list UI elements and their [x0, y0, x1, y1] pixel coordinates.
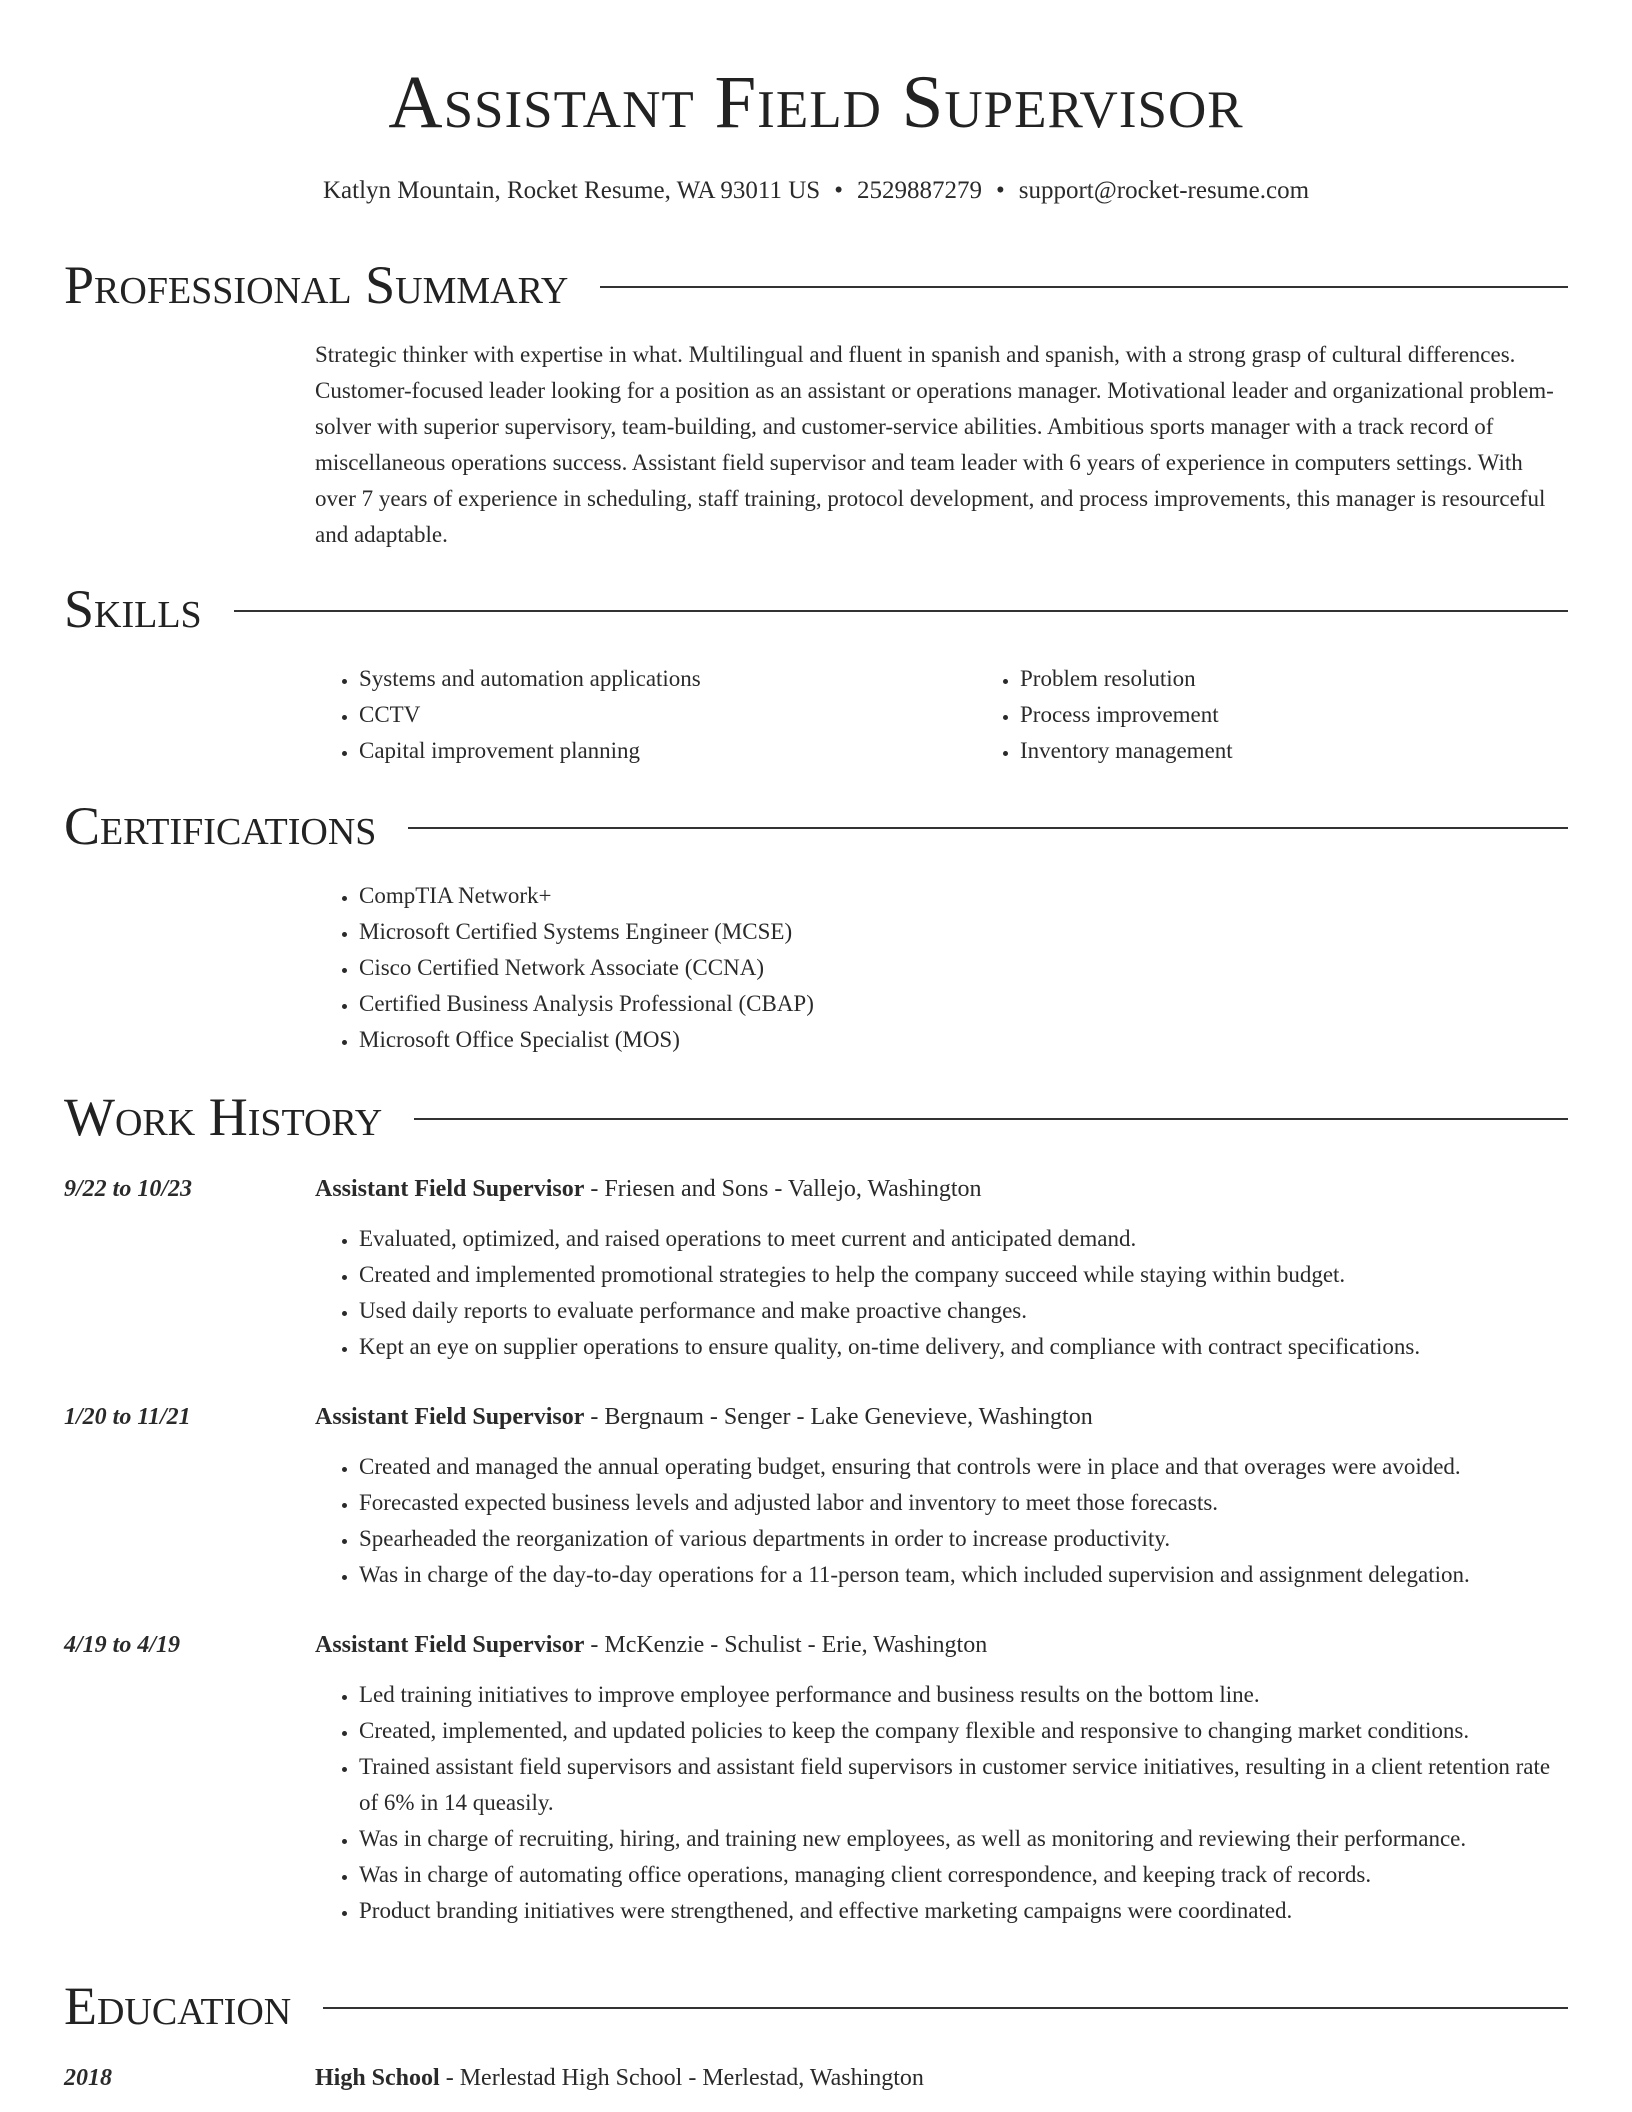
contact-email: support@rocket-resume.com: [1018, 177, 1310, 204]
skill-item: • Systems and automation applications: [359, 661, 932, 697]
work-history-heading: [64, 1085, 1568, 1149]
duty-item: • Was in charge of recruiting, hiring, and training new employees, as well as monitoring and reviewing their performance.: [359, 1821, 1568, 1857]
summary-heading: [64, 253, 1568, 317]
section-title: Education: [64, 1976, 292, 2036]
skills-column-left: [315, 661, 932, 769]
contact-separator: •: [834, 177, 843, 204]
education-entry: [64, 2060, 1568, 2110]
section-title: Skills: [64, 579, 202, 639]
duty-item: • Created and implemented promotional strategies to help the company succeed while staying within budget.: [359, 1257, 1568, 1293]
job-title: Assistant Field Supervisor: [315, 1176, 585, 1202]
job-heading: [315, 1399, 1568, 1435]
skills-list: [315, 661, 1568, 769]
section-divider: [600, 286, 1568, 288]
skill-item: • Problem resolution: [1020, 661, 1632, 697]
summary-section: [64, 253, 1568, 553]
duty-item: • Trained assistant field supervisors and assistant field supervisors in customer service initiatives, resulting in a client retention rate of 6% in 14 queasily.: [359, 1749, 1568, 1821]
job-entry: [64, 1627, 1568, 1929]
job-body: [315, 1399, 1568, 1593]
duty-item: • Forecasted expected business levels and adjusted labor and inventory to meet those forecasts.: [359, 1485, 1568, 1521]
job-entry: [64, 1399, 1568, 1593]
job-entry: [64, 1171, 1568, 1365]
skills-heading: [64, 577, 1568, 641]
duty-item: • Product branding initiatives were strengthened, and effective marketing campaigns were coordinated.: [359, 1893, 1568, 1929]
education-heading: [64, 1974, 1568, 2038]
duty-item: • Created and managed the annual operating budget, ensuring that controls were in place and that overages were avoided.: [359, 1449, 1568, 1485]
contact-address: Katlyn Mountain, Rocket Resume, WA 93011 US: [322, 177, 821, 204]
job-duties: [315, 1449, 1568, 1593]
section-divider: [408, 827, 1568, 829]
duty-item: • Was in charge of the day-to-day operations for a 11-person team, which included supervision and assignment delegation.: [359, 1557, 1568, 1593]
job-duties: [315, 1221, 1568, 1365]
contact-line: [0, 176, 1632, 206]
job-date: 1/20 to 11/21: [64, 1404, 191, 1430]
section-divider: [323, 2007, 1568, 2009]
job-body: [315, 1171, 1568, 1365]
section-title: Certifications: [64, 796, 377, 856]
certifications-content: [315, 878, 1568, 1058]
resume-name: Assistant Field Supervisor: [388, 61, 1244, 144]
certifications-heading: [64, 794, 1568, 858]
education-date: 2018: [64, 2065, 112, 2091]
section-divider: [414, 1118, 1568, 1120]
education-section: [64, 1974, 1568, 2110]
duty-item: • Created, implemented, and updated policies to keep the company flexible and responsive to changing market conditions.: [359, 1713, 1568, 1749]
certifications-section: [64, 794, 1568, 1058]
certification-item: • Microsoft Certified Systems Engineer (MCSE): [359, 914, 1568, 950]
certification-item: • CompTIA Network+: [359, 878, 1568, 914]
education-school: - Merlestad High School - Merlestad, Washington: [439, 2065, 924, 2091]
duty-item: • Spearheaded the reorganization of various departments in order to increase productivity.: [359, 1521, 1568, 1557]
section-title: Professional Summary: [64, 255, 569, 315]
contact-separator: •: [995, 177, 1005, 204]
duty-item: • Used daily reports to evaluate performance and make proactive changes.: [359, 1293, 1568, 1329]
job-title: Assistant Field Supervisor: [315, 1404, 585, 1430]
job-employer: - Bergnaum - Senger - Lake Genevieve, Washington: [584, 1404, 1093, 1430]
certifications-list: [315, 878, 1568, 1058]
skills-section: [64, 577, 1568, 769]
job-employer: - Friesen and Sons - Vallejo, Washington: [584, 1176, 982, 1202]
job-heading: [315, 1627, 1568, 1663]
certification-item: • Cisco Certified Network Associate (CCNA): [359, 950, 1568, 986]
work-history-section: [64, 1085, 1568, 1929]
job-body: [315, 1627, 1568, 1929]
education-heading-line: [315, 2060, 1568, 2096]
certification-item: • Microsoft Office Specialist (MOS): [359, 1022, 1568, 1058]
certification-item: • Certified Business Analysis Professional (CBAP): [359, 986, 1568, 1022]
summary-content: [315, 337, 1568, 553]
skill-item: • Capital improvement planning: [359, 733, 932, 769]
skill-item: • Inventory management: [1020, 733, 1632, 769]
job-employer: - McKenzie - Schulist - Erie, Washington: [584, 1632, 988, 1658]
duty-item: • Kept an eye on supplier operations to ensure quality, on-time delivery, and compliance with contract specifications.: [359, 1329, 1568, 1365]
job-title: Assistant Field Supervisor: [315, 1632, 585, 1658]
duty-item: • Was in charge of automating office operations, managing client correspondence, and keeping track of records.: [359, 1857, 1568, 1893]
section-divider: [234, 610, 1568, 612]
skill-item: • CCTV: [359, 697, 932, 733]
job-date: 9/22 to 10/23: [64, 1176, 193, 1202]
summary-text: Strategic thinker with expertise in what. Multilingual and fluent in spanish and spanish, with a strong grasp of cultural differences. Customer-focused leader looking for a position as an assistant or operations manager. Motivational leader and organizational problem-solver with superior supervisory, team-building, and customer-service abilities. Ambitious sports manager with a track record of miscellaneous operations success. Assistant field supervisor and team leader with 6 years of experience in computers settings. With over 7 years of experience in scheduling, staff training, protocol development, and process improvements, this manager is resourceful and adaptable.: [315, 342, 1554, 547]
job-duties: [315, 1677, 1568, 1929]
contact-phone: 2529887279: [856, 177, 982, 204]
education-degree: High School: [315, 2065, 440, 2091]
duty-item: • Led training initiatives to improve employee performance and business results on the bottom line.: [359, 1677, 1568, 1713]
job-heading: [315, 1171, 1568, 1207]
job-date: 4/19 to 4/19: [64, 1632, 181, 1658]
duty-item: • Evaluated, optimized, and raised operations to meet current and anticipated demand.: [359, 1221, 1568, 1257]
skill-item: • Process improvement: [1020, 697, 1632, 733]
section-title: Work History: [64, 1087, 383, 1147]
skills-column-right: [976, 661, 1632, 769]
education-body: [315, 2060, 1568, 2110]
